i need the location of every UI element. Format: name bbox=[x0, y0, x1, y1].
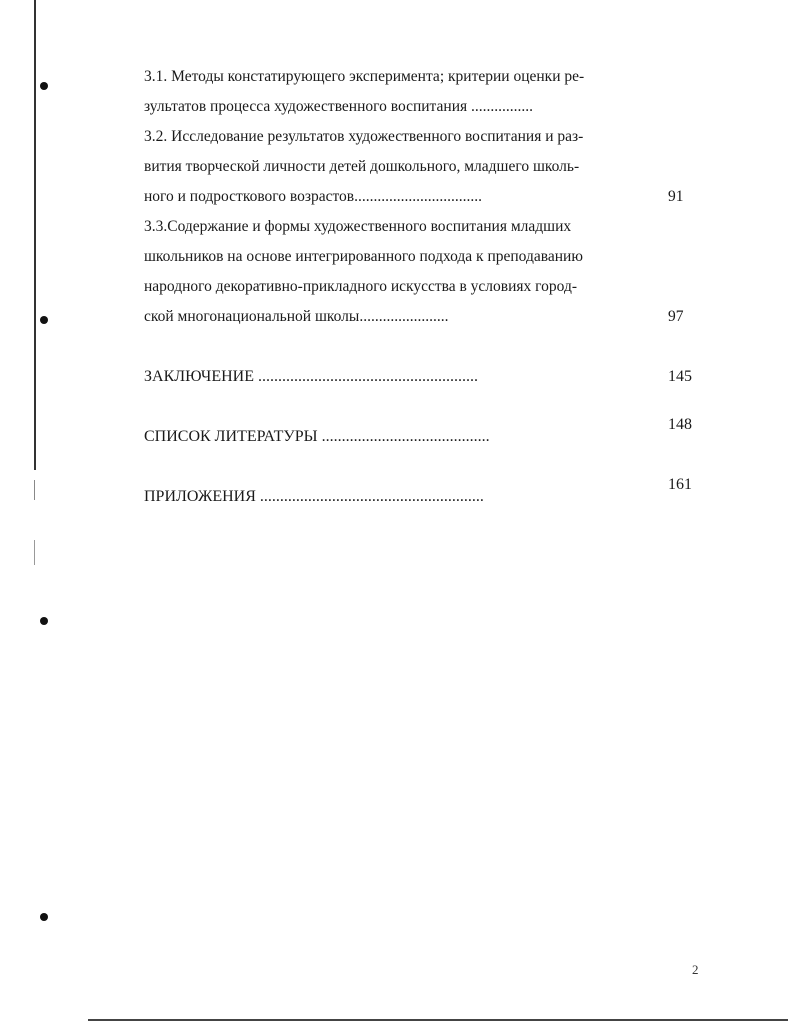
page-number: 2 bbox=[692, 962, 699, 977]
toc-entry-conclusion bbox=[144, 362, 704, 392]
scan-bottom-edge bbox=[88, 1019, 788, 1021]
toc-entry-3-1-line: зультатов процесса художественного воспитания ................ bbox=[144, 98, 533, 115]
toc-entry-3-2-text: ного и подросткового возрастов................................. bbox=[144, 188, 482, 205]
toc-conclusion-label: ЗАКЛЮЧЕНИЕ ....................................................... bbox=[144, 368, 478, 385]
toc-entry-3-3-line: народного декоративно-прикладного искусства в условиях город- bbox=[144, 278, 577, 295]
toc-references-label: СПИСОК ЛИТЕРАТУРЫ .......................................... bbox=[144, 428, 490, 445]
scan-artifact-line bbox=[34, 540, 35, 565]
toc-entry-3-3-last-line bbox=[144, 302, 704, 332]
toc-entry-references bbox=[144, 416, 704, 452]
toc-entry-3-3-page: 97 bbox=[668, 308, 684, 325]
toc-entry-3-3-line: школьников на основе интегрированного подхода к преподаванию bbox=[144, 248, 583, 265]
punch-hole-mark bbox=[40, 617, 48, 625]
toc-entry-3-2-page: 91 bbox=[668, 188, 684, 205]
toc-entry-3-2-last-line bbox=[144, 182, 704, 212]
toc-conclusion-page: 145 bbox=[668, 368, 692, 385]
toc-entry-3-2-line: 3.2. Исследование результатов художественного воспитания и раз- bbox=[144, 128, 584, 145]
scan-artifact-line bbox=[34, 480, 35, 500]
toc-entry-3-3-line: 3.3.Содержание и формы художественного воспитания младших bbox=[144, 218, 572, 235]
toc-entry-3-2-line: вития творческой личности детей дошкольного, младшего школь- bbox=[144, 158, 580, 175]
toc-entry-appendices bbox=[144, 476, 704, 512]
toc-appendices-page: 161 bbox=[668, 476, 692, 493]
toc-references-page: 148 bbox=[668, 416, 692, 433]
toc-appendices-label: ПРИЛОЖЕНИЯ ........................................................ bbox=[144, 488, 484, 505]
toc-entry-3-1-line: 3.1. Методы констатирующего эксперимента; критерии оценки ре- bbox=[144, 68, 585, 85]
punch-hole-mark bbox=[40, 82, 48, 90]
punch-hole-mark bbox=[40, 913, 48, 921]
toc-entry-3-3-text: ской многонациональной школы....................... bbox=[144, 308, 449, 325]
scan-binding-line bbox=[34, 0, 36, 470]
table-of-contents bbox=[144, 62, 704, 512]
punch-hole-mark bbox=[40, 316, 48, 324]
